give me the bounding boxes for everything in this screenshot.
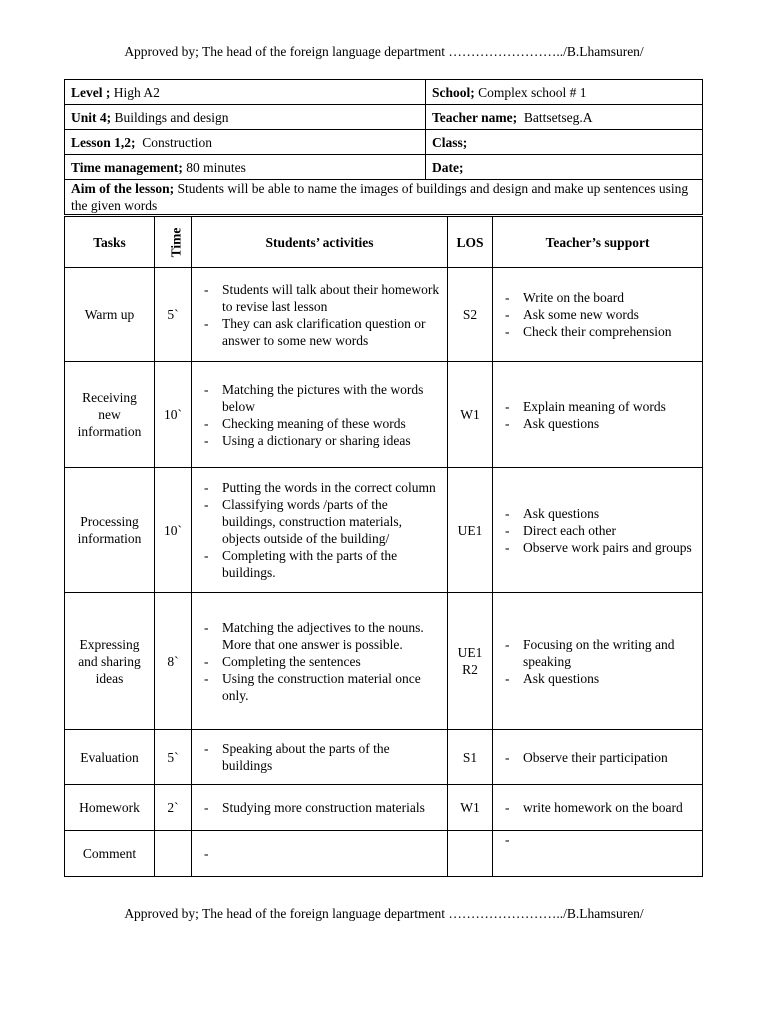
unit-value: Buildings and design: [111, 109, 229, 125]
tasks-header: [65, 217, 155, 268]
list-item: - write homework on the board: [499, 799, 696, 816]
time-cell: 2`: [155, 785, 192, 831]
time-cell: 5`: [155, 268, 192, 362]
activities-list: [198, 619, 441, 704]
teacher-value: Battsetseg.A: [517, 109, 593, 125]
task-cell: Evaluation: [65, 730, 155, 785]
school-cell: [426, 80, 703, 105]
approval-line-top: Approved by; The head of the foreign language department ……………………../B.Lhamsuren/: [124, 44, 644, 59]
list-item: - Putting the words in the correct column: [198, 479, 441, 496]
list-item: - Matching the pictures with the words below: [198, 381, 441, 415]
support-list: [499, 398, 696, 432]
los-header: [448, 217, 493, 268]
activities-header-label: Students’ activities: [265, 234, 374, 250]
lesson-label: Lesson 1,2;: [71, 134, 136, 150]
support-list: [499, 636, 696, 687]
teacher-label: Teacher name;: [432, 109, 518, 125]
support-cell: [493, 831, 703, 877]
task-cell: Warm up: [65, 268, 155, 362]
list-item: - Matching the adjectives to the nouns. More that one answer is possible.: [198, 619, 441, 653]
school-label: School;: [432, 84, 475, 100]
activities-list: [198, 799, 441, 816]
level-cell: [65, 80, 426, 105]
support-list: [499, 289, 696, 340]
list-item: - Write on the board: [499, 289, 696, 306]
list-item: - Ask questions: [499, 670, 696, 687]
support-cell: [493, 785, 703, 831]
date-label: Date;: [432, 159, 464, 175]
list-item: - Ask questions: [499, 415, 696, 432]
time-cell: [155, 831, 192, 877]
list-item: [198, 845, 441, 862]
list-item: - Ask questions: [499, 505, 696, 522]
school-value: Complex school # 1: [474, 84, 587, 100]
support-cell: [493, 268, 703, 362]
activities-header: [192, 217, 448, 268]
support-header: [493, 217, 703, 268]
support-list: [499, 831, 696, 848]
time-header-label: Time: [168, 227, 184, 257]
time-management-cell: [65, 155, 426, 180]
class-cell: [426, 130, 703, 155]
table-row: [65, 593, 703, 730]
activities-list: [198, 479, 441, 581]
task-cell: Processing information: [65, 468, 155, 593]
time-cell: 5`: [155, 730, 192, 785]
table-row: [65, 268, 703, 362]
support-cell: [493, 730, 703, 785]
list-item: - Direct each other: [499, 522, 696, 539]
time-cell: 10`: [155, 468, 192, 593]
teacher-cell: [426, 105, 703, 130]
list-item: - Using the construction material once only.: [198, 670, 441, 704]
aim-label: Aim of the lesson;: [71, 181, 175, 196]
support-list: [499, 799, 696, 816]
activities-list: [198, 381, 441, 449]
list-item: [499, 831, 696, 848]
date-cell: [426, 155, 703, 180]
unit-cell: [65, 105, 426, 130]
class-label: Class;: [432, 134, 468, 150]
table-row: [65, 362, 703, 468]
list-item: - Studying more construction materials: [198, 799, 441, 816]
list-item: - They can ask clarification question or answer to some new words: [198, 315, 441, 349]
list-item: - Observe their participation: [499, 749, 696, 766]
unit-label: Unit 4;: [71, 109, 112, 125]
time-cell: 8`: [155, 593, 192, 730]
activities-cell: [192, 362, 448, 468]
lesson-value: Construction: [135, 134, 213, 150]
support-list: [499, 505, 696, 556]
table-row: [65, 785, 703, 831]
time-management-value: 80 minutes: [182, 159, 246, 175]
list-item: - Checking meaning of these words: [198, 415, 441, 432]
list-item: - Completing the sentences: [198, 653, 441, 670]
task-cell: Expressing and sharing ideas: [65, 593, 155, 730]
los-cell: W1: [448, 362, 493, 468]
task-cell: Receiving new information: [65, 362, 155, 468]
tasks-header-label: Tasks: [93, 234, 126, 250]
table-row: [65, 831, 703, 877]
approval-line-bottom: Approved by; The head of the foreign language department ……………………../B.Lhamsuren/: [124, 906, 644, 921]
aim-value: Students will be able to name the images of buildings and design and make up sentences using the given words: [71, 181, 689, 213]
list-item: - Observe work pairs and groups: [499, 539, 696, 556]
support-cell: [493, 362, 703, 468]
list-item: - Focusing on the writing and speaking: [499, 636, 696, 670]
list-item: - Check their comprehension: [499, 323, 696, 340]
support-cell: [493, 468, 703, 593]
activities-list: [198, 845, 441, 862]
activities-list: [198, 281, 441, 349]
list-item: - Classifying words /parts of the buildings, construction materials, objects outside of the building/: [198, 496, 441, 547]
activities-cell: [192, 593, 448, 730]
lesson-info-table: [64, 79, 703, 215]
activities-cell: [192, 468, 448, 593]
activities-cell: [192, 268, 448, 362]
task-cell: Comment: [65, 831, 155, 877]
aim-cell: [65, 180, 703, 215]
time-header: [155, 217, 192, 268]
activities-cell: [192, 730, 448, 785]
los-cell: UE1: [448, 468, 493, 593]
activities-list: [198, 740, 441, 774]
lesson-plan-table: [64, 216, 703, 877]
los-cell: S1: [448, 730, 493, 785]
task-cell: Homework: [65, 785, 155, 831]
time-management-label: Time management;: [71, 159, 183, 175]
list-item: - Ask some new words: [499, 306, 696, 323]
list-item: - Students will talk about their homework to revise last lesson: [198, 281, 441, 315]
table-row: [65, 468, 703, 593]
los-cell: [448, 831, 493, 877]
activities-cell: [192, 831, 448, 877]
support-header-label: Teacher’s support: [545, 234, 650, 250]
list-item: - Explain meaning of words: [499, 398, 696, 415]
support-list: [499, 749, 696, 766]
list-item: - Speaking about the parts of the buildings: [198, 740, 441, 774]
level-label: Level ;: [71, 84, 111, 100]
time-cell: 10`: [155, 362, 192, 468]
list-item: - Completing with the parts of the buildings.: [198, 547, 441, 581]
table-row: [65, 730, 703, 785]
list-item: - Using a dictionary or sharing ideas: [198, 432, 441, 449]
los-cell: W1: [448, 785, 493, 831]
lesson-cell: [65, 130, 426, 155]
los-cell: UE1 R2: [448, 593, 493, 730]
activities-cell: [192, 785, 448, 831]
los-header-label: LOS: [456, 234, 484, 250]
support-cell: [493, 593, 703, 730]
los-cell: S2: [448, 268, 493, 362]
level-value: High A2: [110, 84, 160, 100]
